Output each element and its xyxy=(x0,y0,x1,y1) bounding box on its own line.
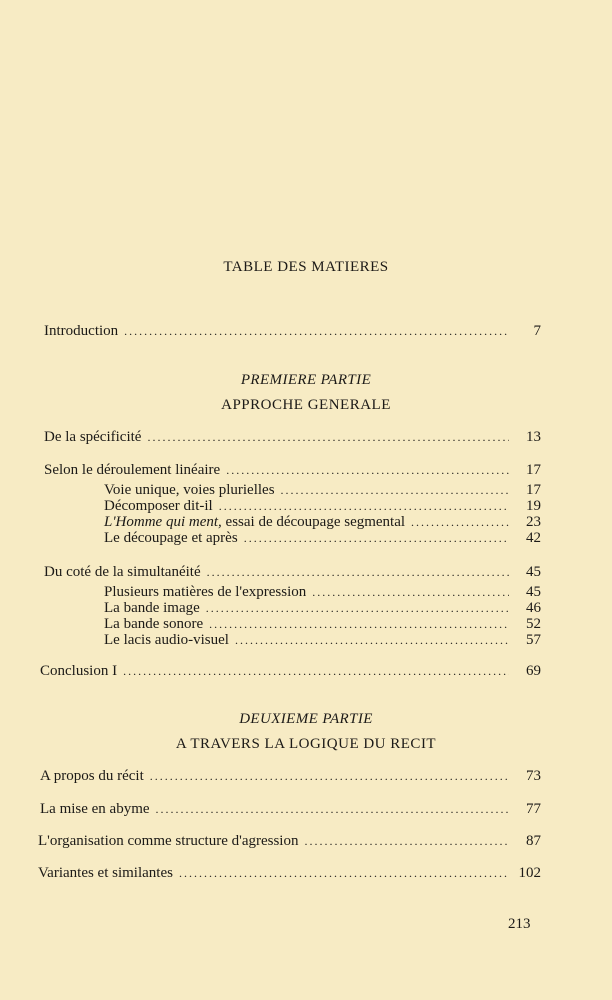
toc-page-number: 77 xyxy=(526,801,541,817)
toc-subentry xyxy=(104,600,541,617)
toc-page-number: 57 xyxy=(526,632,541,648)
toc-subentry xyxy=(104,514,541,531)
toc-entry-label: La mise en abyme xyxy=(40,801,150,817)
toc-page-number: 13 xyxy=(526,429,541,445)
toc-page-number: 7 xyxy=(533,323,541,339)
toc-entry-label: De la spécificité xyxy=(44,429,142,445)
toc-entry xyxy=(40,768,541,785)
part-2-label: DEUXIEME PARTIE xyxy=(239,711,373,727)
toc-subentry xyxy=(104,584,541,601)
dot-leader xyxy=(150,768,509,785)
dot-leader xyxy=(411,514,509,531)
toc-entry-label: L'organisation comme structure d'agression xyxy=(38,833,299,849)
toc-page-number: 69 xyxy=(526,663,541,679)
dot-leader xyxy=(206,600,509,617)
dot-leader xyxy=(124,323,509,340)
toc-subentry xyxy=(104,482,541,499)
toc-entry-label: Voie unique, voies plurielles xyxy=(104,482,275,498)
toc-entry-label: Décomposer dit-il xyxy=(104,498,213,514)
film-title: L'Homme qui ment, xyxy=(104,514,222,530)
toc-page-number: 19 xyxy=(526,498,541,514)
toc-page-number: 17 xyxy=(526,462,541,478)
toc-subentry xyxy=(104,616,541,633)
toc-page-number: 45 xyxy=(526,564,541,580)
toc-page-number: 73 xyxy=(526,768,541,784)
dot-leader xyxy=(235,632,509,649)
toc-entry-simultaneite xyxy=(44,564,541,581)
dot-leader xyxy=(147,429,509,446)
dot-leader xyxy=(281,482,509,499)
toc-subentry xyxy=(104,632,541,649)
toc-entry-label: La bande sonore xyxy=(104,616,204,632)
toc-entry-label: Le lacis audio-visuel xyxy=(104,632,229,648)
dot-leader xyxy=(219,498,509,515)
toc-page-number: 17 xyxy=(526,482,541,498)
toc-entry-label: La bande image xyxy=(104,600,200,616)
dot-leader xyxy=(304,833,509,850)
dot-leader xyxy=(209,616,509,633)
toc-page-number: 87 xyxy=(526,833,541,849)
toc-page-number: 45 xyxy=(526,584,541,600)
part-1-title: APPROCHE GENERALE xyxy=(221,397,391,413)
page-title: TABLE DES MATIERES xyxy=(223,259,389,275)
toc-entry-conclusion xyxy=(40,663,541,680)
toc-entry xyxy=(38,833,541,850)
toc-entry-introduction xyxy=(44,323,541,340)
toc-entry-label: Le découpage et après xyxy=(104,530,238,546)
dot-leader xyxy=(312,584,509,601)
toc-page-number: 102 xyxy=(518,865,541,881)
toc-page-number: 23 xyxy=(526,514,541,530)
toc-entry xyxy=(38,865,541,882)
toc-entry-label: Du coté de la simultanéité xyxy=(44,564,201,580)
dot-leader xyxy=(244,530,509,547)
toc-page-number: 46 xyxy=(526,600,541,616)
toc-entry xyxy=(40,801,541,818)
toc-entry-lineaire xyxy=(44,462,541,479)
page-folio: 213 xyxy=(508,916,531,932)
toc-entry-label-rest: essai de découpage segmental xyxy=(221,514,406,530)
toc-entry-label: Variantes et similantes xyxy=(38,865,173,881)
toc-page-number: 42 xyxy=(526,530,541,546)
part-2-title: A TRAVERS LA LOGIQUE DU RECIT xyxy=(175,736,437,752)
toc-entry-label xyxy=(104,514,405,531)
toc-entry-label: Introduction xyxy=(44,323,119,339)
toc-subentry xyxy=(104,498,541,515)
toc-entry-label: A propos du récit xyxy=(40,768,144,784)
toc-page-number: 52 xyxy=(526,616,541,632)
toc-entry-label: Plusieurs matières de l'expression xyxy=(104,584,307,600)
dot-leader xyxy=(207,564,509,581)
toc-entry-label: Selon le déroulement linéaire xyxy=(44,462,221,478)
toc-entry-label: Conclusion I xyxy=(40,663,118,679)
dot-leader xyxy=(179,865,509,882)
dot-leader xyxy=(156,801,509,818)
dot-leader xyxy=(226,462,509,479)
toc-entry-specificite xyxy=(44,429,541,446)
dot-leader xyxy=(123,663,509,680)
toc-subentry xyxy=(104,530,541,547)
part-1-label: PREMIERE PARTIE xyxy=(240,372,372,388)
